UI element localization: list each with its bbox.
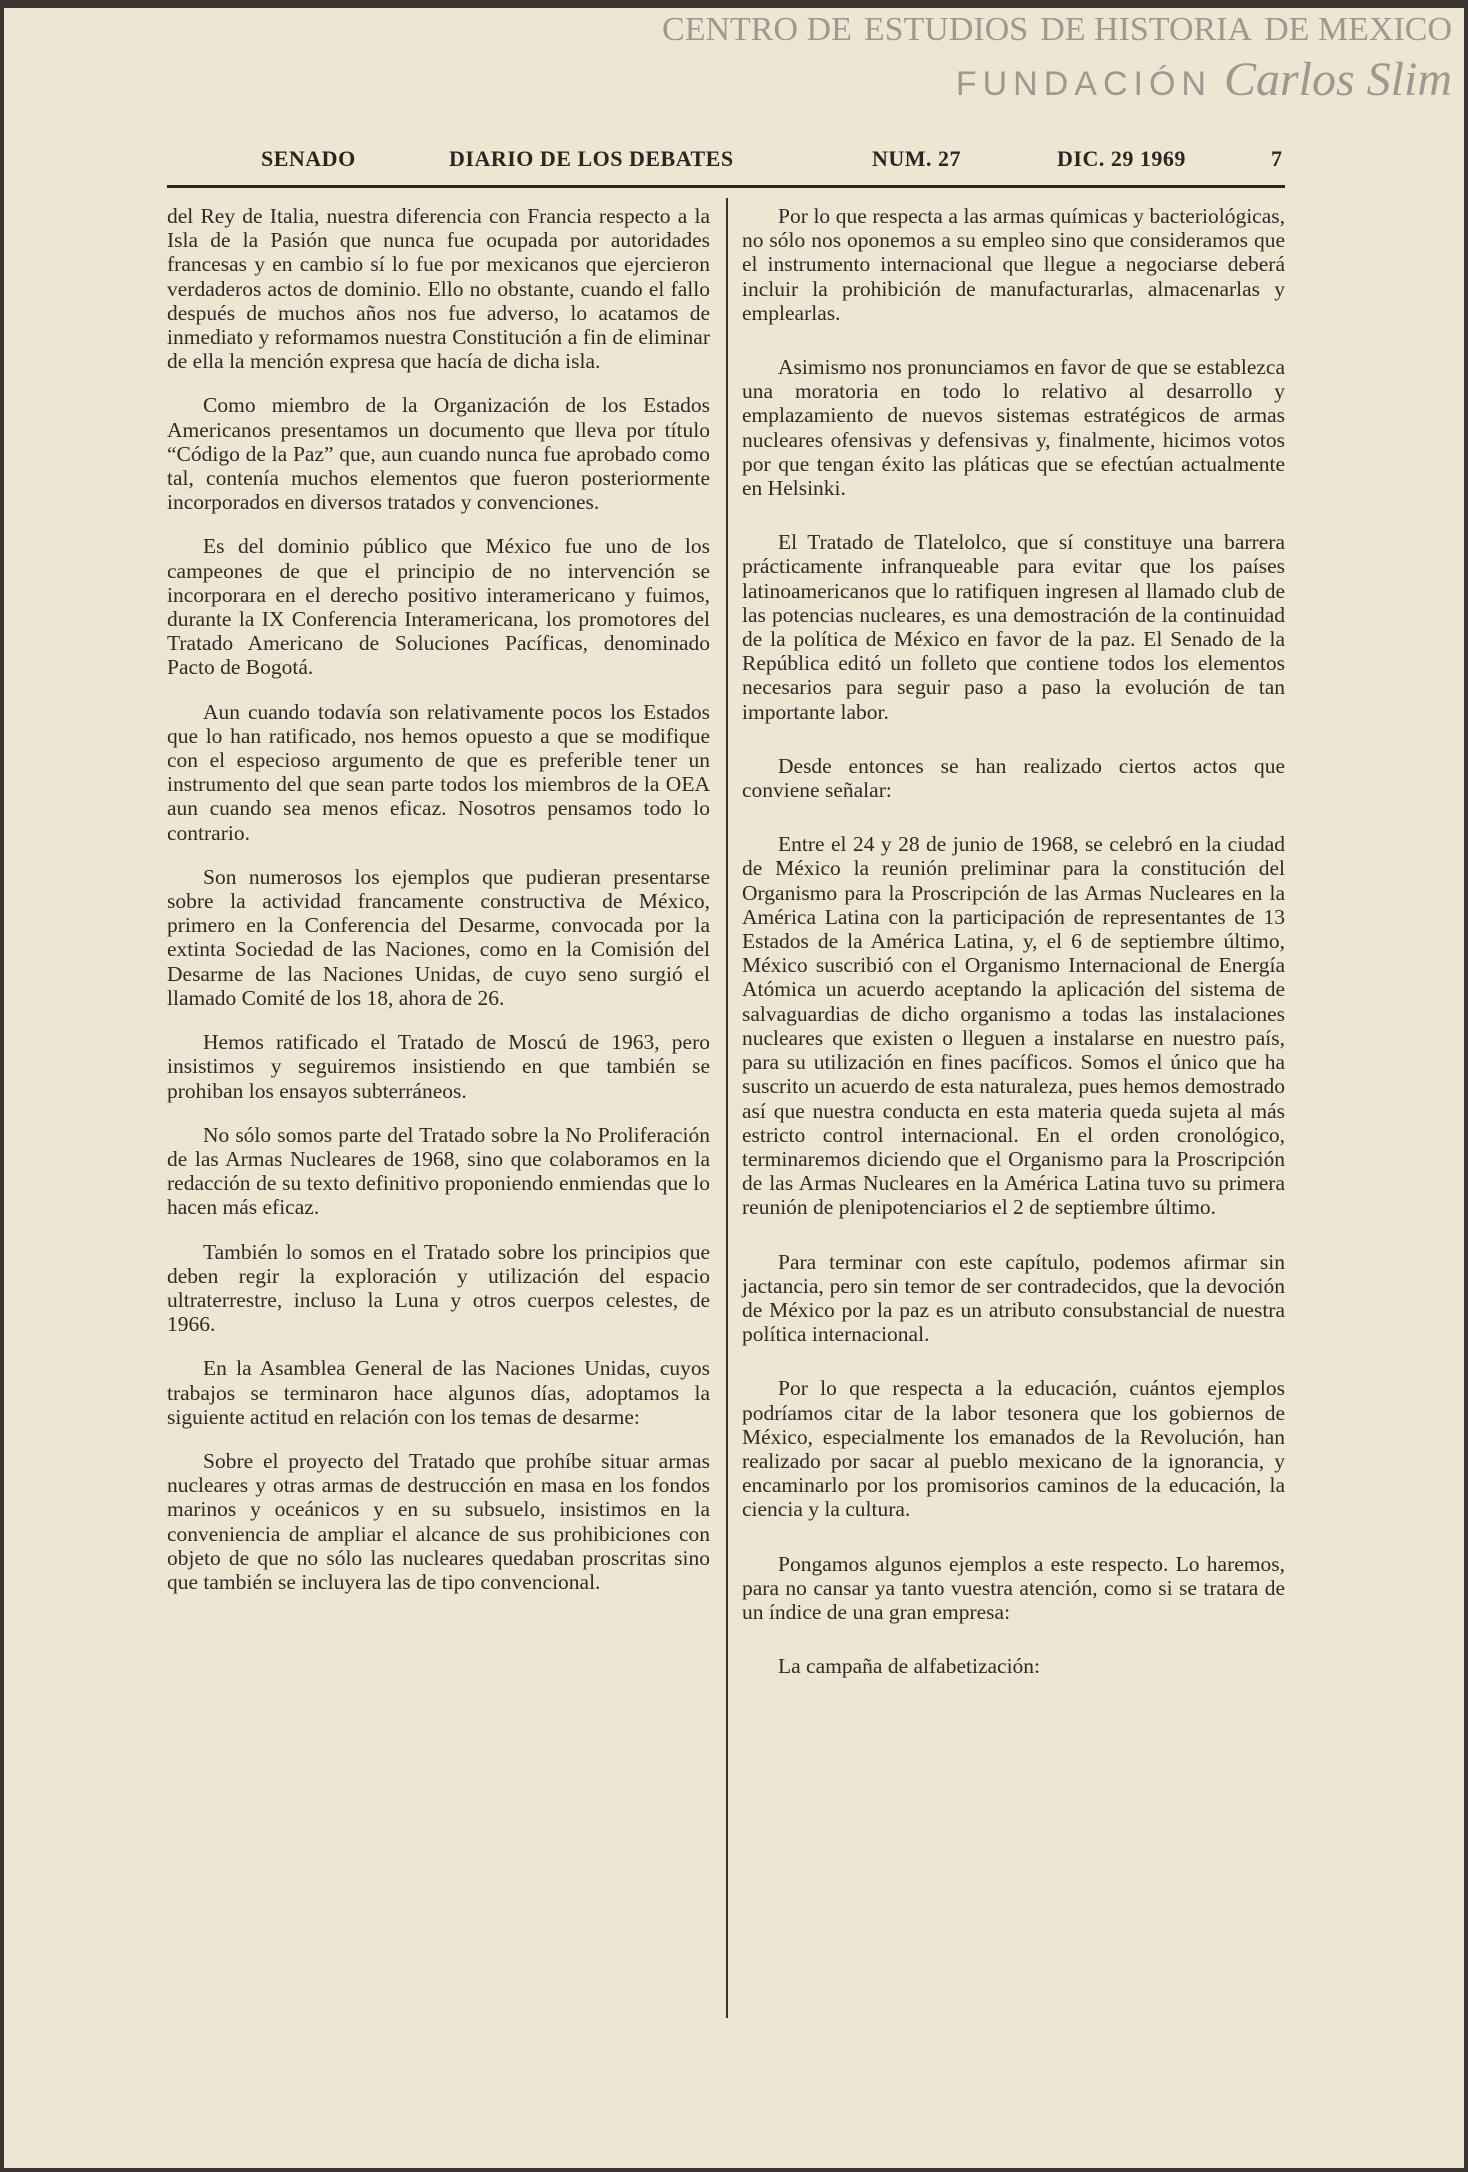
watermark-text: DE HISTORIA <box>1040 11 1253 48</box>
header-number: NUM. 27 <box>872 146 962 171</box>
paragraph: Para terminar con este capítulo, podemos afirmar sin jactancia, pero sin temor de ser contradecidos, que la devoción de México por la paz es un atributo consubstancial de nuestra política internacional. <box>742 1249 1285 1347</box>
watermark-signature: Carlos Slim <box>1223 53 1452 106</box>
header-rule <box>167 185 1285 188</box>
paragraph: Aun cuando todavía son relativamente pocos los Estados que lo han ratificado, nos hemos opuesto a que se modifique con el especioso argumento de que es preferible tener un instrumento del que sean parte todos los miembros de la OEA aun cuando sea menos eficaz. Nosotros pensamos todo lo contrario. <box>167 699 710 845</box>
paragraph: Por lo que respecta a la educación, cuántos ejemplos podríamos citar de la labor tesonera que los gobiernos de México, especialmente los emanados de la Revolución, han realizado por sacar al pueblo mexicano de la ignorancia, y encaminarlo por los promisorios caminos de la educación, la ciencia y la cultura. <box>742 1376 1285 1522</box>
paragraph: Como miembro de la Organización de los Estados Americanos presentamos un documento que lleva por título “Código de la Paz” que, aun cuando nunca fue aprobado como tal, contenía muchos elementos que fueron posteriormente incorporados en diversos tratados y convenciones. <box>167 393 710 515</box>
page-header <box>167 146 1285 180</box>
document-page <box>4 8 1464 2168</box>
watermark-foundation <box>956 52 1452 112</box>
watermark-text: CENTRO DE <box>662 11 852 48</box>
watermark-logo <box>662 10 1452 50</box>
column-divider <box>726 198 728 2018</box>
paragraph: del Rey de Italia, nuestra diferencia con Francia respecto a la Isla de la Pasión que nunca fue ocupada por autoridades francesas y en cambio sí lo fue por mexicanos que ejercieron verdaderos actos de dominio. Ello no obstante, cuando el fallo después de muchos años nos fue adverso, lo acatamos de inmediato y reformamos nuestra Constitución a fin de eliminar de ella la mención expresa que hacía de dicha isla. <box>167 204 710 374</box>
watermark-text: DE MEXICO <box>1264 11 1452 48</box>
paragraph: También lo somos en el Tratado sobre los principios que deben regir la exploración y utilización del espacio ultraterrestre, incluso la Luna y otros cuerpos celestes, de 1966. <box>167 1239 710 1337</box>
paragraph: Entre el 24 y 28 de junio de 1968, se celebró en la ciudad de México la reunión preliminar para la constitución del Organismo para la Proscripción de las Armas Nucleares en la América Latina con la participación de representantes de 13 Estados de la América Latina, y, el 6 de septiembre último, México suscribió con el Organismo Internacional de Energía Atómica un acuerdo aceptando la aplicación del sistema de salvaguardias de dicho organismo a todas las instalaciones nucleares que existen o lleguen a instalarse en nuestro país, para su utilización en fines pacíficos. Somos el único que ha suscrito un acuerdo de esta naturaleza, pues hemos demostrado así que nuestra conducta en esta materia queda sujeta al más estricto control internacional. En el orden cronológico, terminaremos diciendo que el Organismo para la Proscripción de las Armas Nucleares en la América Latina tuvo su primera reunión de plenipotenciarios el 2 de septiembre último. <box>742 832 1285 1220</box>
paragraph: Hemos ratificado el Tratado de Moscú de 1963, pero insistimos y seguiremos insistiendo en que también se prohiban los ensayos subterráneos. <box>167 1030 710 1103</box>
watermark-text: FUNDACIÓN <box>955 65 1212 103</box>
paragraph: Pongamos algunos ejemplos a este respecto. Lo haremos, para no cansar ya tanto vuestra atención, como si se tratara de un índice de una gran empresa: <box>742 1551 1285 1624</box>
header-chamber: SENADO <box>261 146 356 171</box>
paragraph: No sólo somos parte del Tratado sobre la No Proliferación de las Armas Nucleares de 1968, sino que colaboramos en la redacción de su texto definitivo proponiendo enmiendas que lo hacen más eficaz. <box>167 1122 710 1220</box>
paragraph: Asimismo nos pronunciamos en favor de que se establezca una moratoria en todo lo relativo al desarrollo y emplazamiento de nuevos sistemas estratégicos de armas nucleares ofensivas y defensivas y, finalmente, hicimos votos por que tengan éxito las pláticas que se efectúan actualmente en Helsinki. <box>742 355 1285 501</box>
paragraph: Por lo que respecta a las armas químicas y bacteriológicas, no sólo nos oponemos a su empleo sino que consideramos que el instrumento internacional que llegue a negociarse deberá incluir la prohibición de manufacturarlas, almacenarlas y emplearlas. <box>742 204 1285 325</box>
paragraph: La campaña de alfabetización: <box>778 1654 1041 1679</box>
paragraph: Desde entonces se han realizado ciertos actos que conviene señalar: <box>742 753 1285 803</box>
header-page-number: 7 <box>1271 146 1283 171</box>
paragraph: Es del dominio público que México fue uno de los campeones de que el principio de no intervención se incorporara en el derecho positivo interamericano y fuimos, durante la IX Conferencia Interamericana, los promotores del Tratado Americano de Soluciones Pacíficas, denominado Pacto de Bogotá. <box>167 534 710 680</box>
watermark-text: ESTUDIOS <box>863 11 1029 48</box>
paragraph: En la Asamblea General de las Naciones Unidas, cuyos trabajos se terminaron hace algunos días, adoptamos la siguiente actitud en relación con los temas de desarme: <box>167 1356 710 1429</box>
left-column <box>167 204 710 1614</box>
paragraph: El Tratado de Tlatelolco, que sí constituye una barrera prácticamente infranqueable para evitar que los países latinoamericanos que lo ratifiquen ingresen al llamado club de las potencias nucleares, es una demostración de la continuidad de la política de México en favor de la paz. El Senado de la República editó un folleto que contiene todos los elementos necesarios para seguir paso a paso la evolución de tan importante labor. <box>742 530 1285 724</box>
paragraph: Son numerosos los ejemplos que pudieran presentarse sobre la actividad francamente constructiva de México, primero en la Conferencia del Desarme, convocada por la extinta Sociedad de las Naciones, como en la Comisión del Desarme de las Naciones Unidas, de cuyo seno surgió el llamado Comité de los 18, ahora de 26. <box>167 864 710 1010</box>
header-date: DIC. 29 1969 <box>1057 146 1186 171</box>
right-column <box>742 204 1285 1708</box>
header-publication: DIARIO DE LOS DEBATES <box>449 146 734 171</box>
paragraph: Sobre el proyecto del Tratado que prohíbe situar armas nucleares y otras armas de destrucción en masa en los fondos marinos y oceánicos y en su subsuelo, insistimos en la conveniencia de ampliar el alcance de sus prohibiciones con objeto de que no sólo las nucleares quedaban proscritas sino que también se incluyera las de tipo convencional. <box>167 1448 710 1594</box>
